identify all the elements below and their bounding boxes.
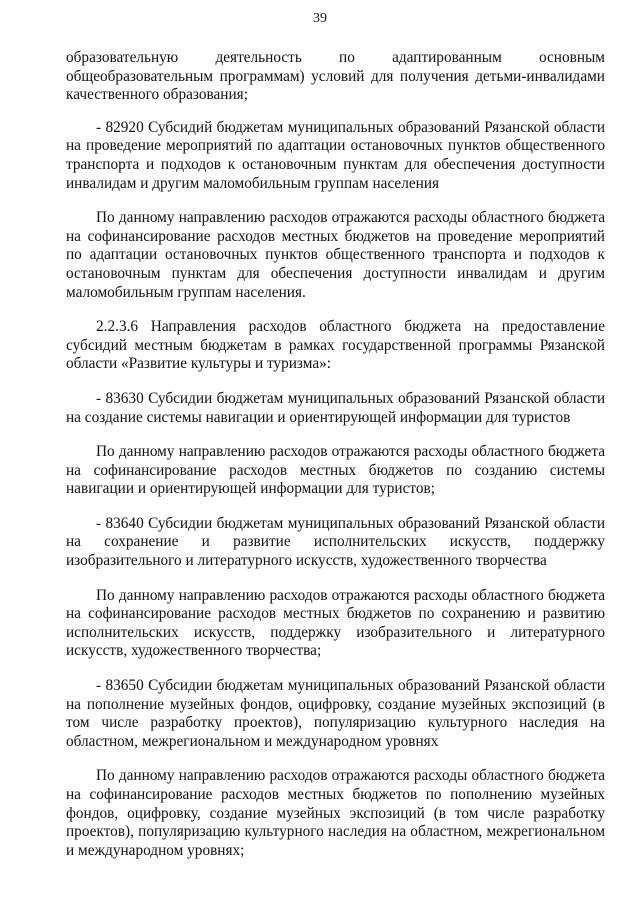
paragraph-continuation: образовательную деятельность по адаптированным основным общеобразовательным программам) условий для получения детьми-инвалидами качественного образования;	[66, 49, 605, 104]
paragraph-description: По данному направлению расходов отражаются расходы областного бюджета на софинансирование расходов местных бюджетов по сохранению и развитию исполнительских искусств, поддержку изобразительного и литературного искусств, художественного творчества;	[66, 586, 605, 660]
page-number: 39	[313, 11, 327, 26]
section-heading-2-2-3-6: 2.2.3.6 Направления расходов областного бюджета на предоставление субсидий местным бюджетам в рамках государственной программы Рязанской области «Развитие культуры и туризма»:	[66, 318, 605, 373]
paragraph-code-83630: - 83630 Субсидии бюджетам муниципальных образований Рязанской области на создание системы навигации и ориентирующей информации для туристов	[66, 389, 605, 426]
paragraph-description: По данному направлению расходов отражаются расходы областного бюджета на софинансирование расходов местных бюджетов на проведение мероприятий по адаптации остановочных пунктов общественного транспорта и подходов к остановочным пунктам для обеспечения доступности инвалидам и другим маломобильным группам населения.	[66, 209, 605, 301]
paragraph-code-82920: - 82920 Субсидий бюджетам муниципальных образований Рязанской области на проведение мероприятий по адаптации остановочных пунктов общественного транспорта и подходов к остановочным пунктам для обеспечения доступности инвалидам и другим маломобильным группам населения	[66, 118, 605, 192]
document-body	[66, 49, 605, 876]
paragraph-code-83650: - 83650 Субсидии бюджетам муниципальных образований Рязанской области на пополнение музейных фондов, оцифровку, создание музейных экспозиций (в том числе разработку проектов), популяризацию культурного наследия на областном, межрегиональном и международном уровнях	[66, 677, 605, 750]
paragraph-description: По данному направлению расходов отражаются расходы областного бюджета на софинансирование расходов местных бюджетов по созданию системы навигации и ориентирующей информации для туристов;	[66, 443, 605, 498]
paragraph-description: По данному направлению расходов отражаются расходы областного бюджета на софинансирование расходов местных бюджетов по пополнению музейных фондов, оцифровку, создание музейных экспозиций (в том числе разработку проектов), популяризацию культурного наследия на областном, межрегиональном и международном уровнях;	[66, 767, 605, 859]
paragraph-code-83640: - 83640 Субсидии бюджетам муниципальных образований Рязанской области на сохранение и развитие исполнительских искусств, поддержку изобразительного и литературного искусств, художественного творчества	[66, 514, 605, 570]
